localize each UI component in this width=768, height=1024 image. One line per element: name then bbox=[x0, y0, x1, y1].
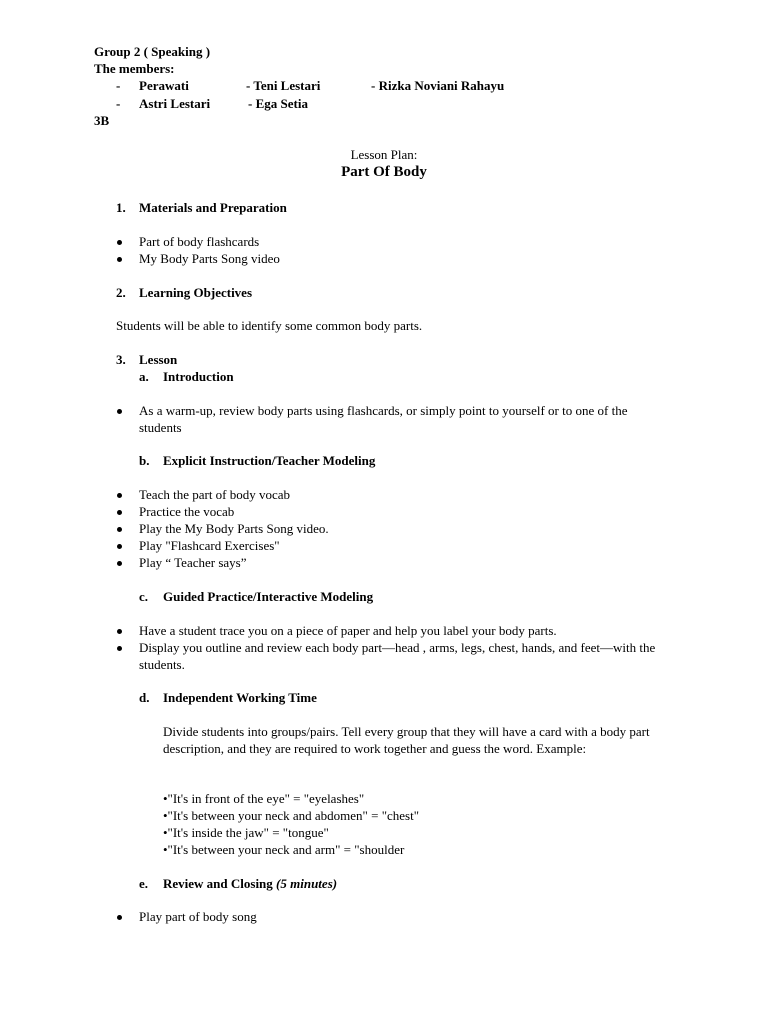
group-title: Group 2 ( Speaking ) bbox=[94, 44, 211, 59]
list-item: Play the My Body Parts Song video. bbox=[139, 521, 329, 536]
member-name: - Teni Lestari bbox=[246, 78, 321, 93]
bullet-icon bbox=[117, 527, 122, 532]
bullet-icon bbox=[117, 646, 122, 651]
list-item: As a warm-up, review body parts using flashcards, or simply point to yourself or to one of the students bbox=[139, 403, 628, 435]
list-item: My Body Parts Song video bbox=[139, 251, 280, 266]
list-item: Play “ Teacher says” bbox=[139, 555, 247, 570]
class-label: 3B bbox=[94, 113, 110, 128]
dash: - bbox=[116, 96, 121, 111]
document-title: Part Of Body bbox=[341, 164, 427, 180]
subsection-letter: a. bbox=[139, 369, 149, 384]
example-line: •"It's inside the jaw" = "tongue" bbox=[163, 825, 329, 840]
list-item: Play part of body song bbox=[139, 909, 257, 924]
example-line: •"It's between your neck and arm" = "shoulder bbox=[163, 842, 405, 857]
section-number: 1. bbox=[116, 200, 126, 215]
section-number: 3. bbox=[116, 352, 126, 367]
document-subtitle: Lesson Plan: bbox=[350, 147, 418, 162]
bullet-icon bbox=[117, 493, 122, 498]
members-label: The members: bbox=[94, 61, 175, 76]
paragraph: Divide students into groups/pairs. Tell every group that they will have a card with a body part description, and they are required to work together and guess the word. Example: bbox=[163, 724, 650, 756]
bullet-icon bbox=[117, 544, 122, 549]
bullet-icon bbox=[117, 240, 122, 245]
bullet-icon bbox=[117, 510, 122, 515]
subsection-heading: Independent Working Time bbox=[163, 690, 317, 705]
bullet-icon bbox=[117, 561, 122, 566]
subsection-letter: b. bbox=[139, 453, 150, 468]
example-line: •"It's between your neck and abdomen" = "chest" bbox=[163, 808, 420, 823]
subsection-heading bbox=[163, 875, 337, 892]
list-item: Display you outline and review each body part—head , arms, legs, chest, hands, and feet—with the students. bbox=[139, 640, 656, 672]
list-item: Have a student trace you on a piece of paper and help you label your body parts. bbox=[139, 623, 557, 638]
list-item: Play "Flashcard Exercises" bbox=[139, 538, 280, 553]
list-item: Part of body flashcards bbox=[139, 234, 260, 249]
list-item: Practice the vocab bbox=[139, 504, 235, 519]
subsection-heading: Introduction bbox=[163, 369, 234, 384]
subsection-heading: Explicit Instruction/Teacher Modeling bbox=[163, 453, 376, 468]
paragraph: Students will be able to identify some common body parts. bbox=[116, 318, 423, 333]
member-name: Astri Lestari bbox=[139, 96, 211, 111]
section-heading: Lesson bbox=[139, 352, 178, 367]
list-item: Teach the part of body vocab bbox=[139, 487, 291, 502]
subsection-letter: c. bbox=[139, 589, 149, 604]
bullet-icon bbox=[117, 629, 122, 634]
section-heading: Learning Objectives bbox=[139, 285, 253, 300]
example-line: •"It's in front of the eye" = "eyelashes" bbox=[163, 791, 365, 806]
section-number: 2. bbox=[116, 285, 126, 300]
member-name: - Rizka Noviani Rahayu bbox=[371, 78, 505, 93]
member-name: - Ega Setia bbox=[248, 96, 308, 111]
subsection-heading-text: Review and Closing bbox=[163, 876, 273, 891]
subsection-heading: Guided Practice/Interactive Modeling bbox=[163, 589, 374, 604]
subsection-letter: d. bbox=[139, 690, 150, 705]
subsection-duration: (5 minutes) bbox=[276, 876, 338, 891]
section-heading: Materials and Preparation bbox=[139, 200, 287, 215]
bullet-icon bbox=[117, 257, 122, 262]
bullet-icon bbox=[117, 409, 122, 414]
dash: - bbox=[116, 78, 121, 93]
subsection-letter: e. bbox=[139, 876, 149, 891]
member-name: Perawati bbox=[139, 78, 189, 93]
bullet-icon bbox=[117, 915, 122, 920]
